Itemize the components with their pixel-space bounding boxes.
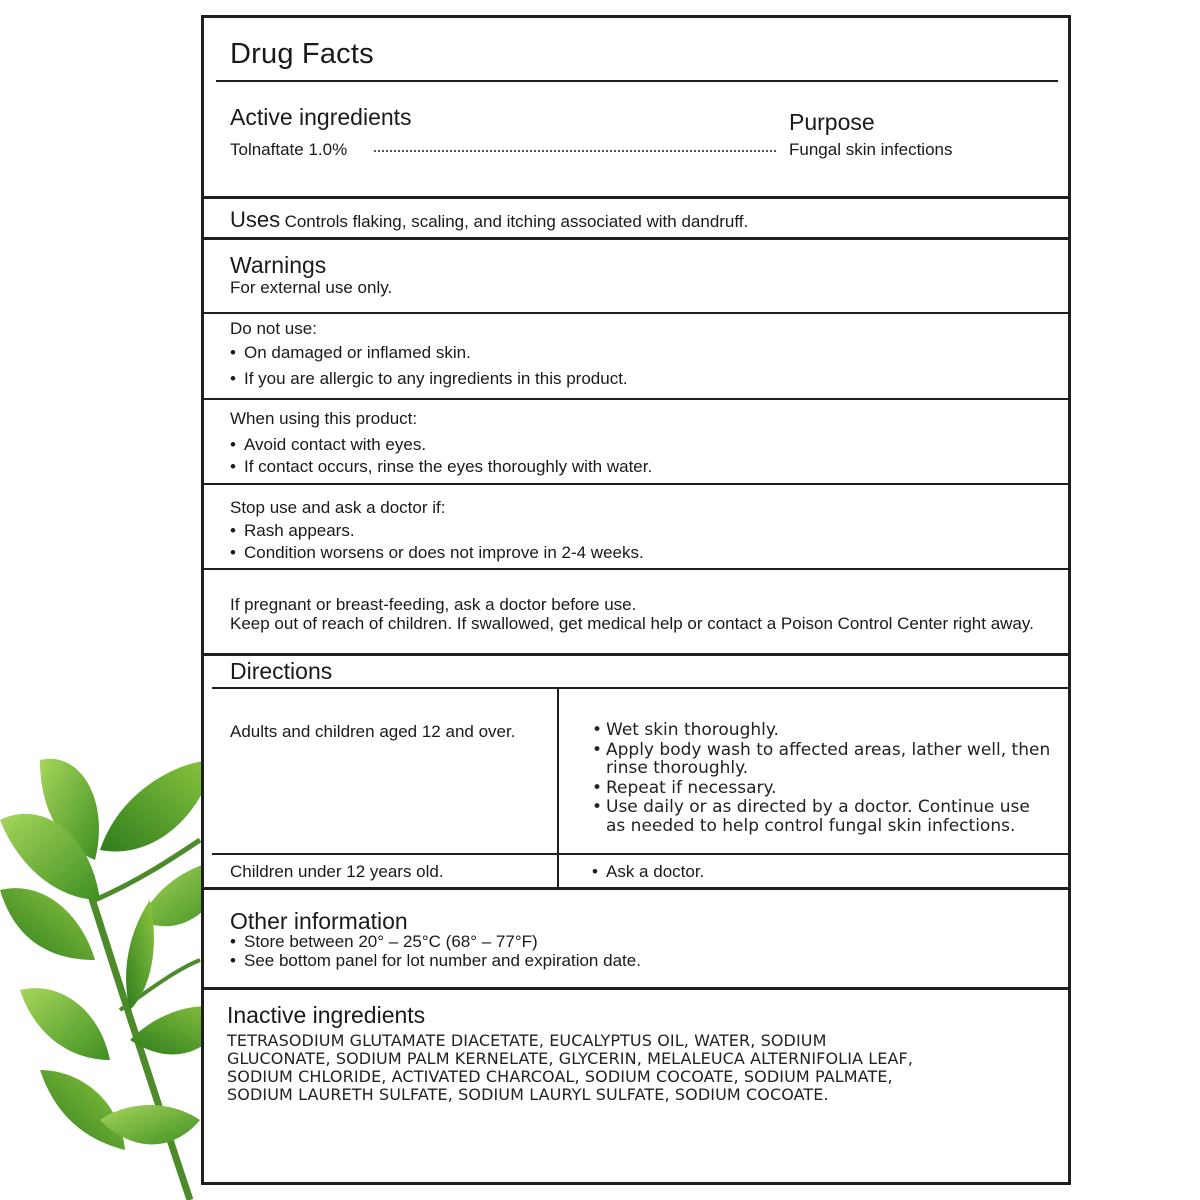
drug-facts-panel bbox=[201, 15, 1071, 1185]
list-item: • Repeat if necessary. bbox=[592, 779, 1052, 798]
directions-divider bbox=[212, 687, 1068, 689]
uses-label: Uses bbox=[230, 207, 281, 232]
do-not-use-divider bbox=[204, 398, 1068, 400]
warnings-end-divider bbox=[204, 653, 1068, 656]
active-ingredient: Tolnaftate 1.0% bbox=[230, 140, 348, 159]
other-info-divider bbox=[204, 987, 1068, 990]
list-item: • Avoid contact with eyes. bbox=[230, 434, 1030, 456]
active-ingredients-heading: Active ingredients bbox=[230, 104, 412, 130]
directions-children-list bbox=[592, 861, 1052, 883]
list-item: • Wet skin thoroughly. bbox=[592, 721, 1052, 740]
active-divider bbox=[204, 196, 1068, 199]
list-item: • Rash appears. bbox=[230, 520, 1030, 542]
directions-end-divider bbox=[204, 887, 1068, 890]
directions-row-divider bbox=[212, 853, 1068, 855]
panel-title: Drug Facts bbox=[230, 38, 374, 70]
inactive-heading: Inactive ingredients bbox=[227, 1002, 426, 1028]
directions-column-divider bbox=[557, 688, 559, 888]
uses-divider bbox=[204, 237, 1068, 240]
list-item: • Use daily or as directed by a doctor. Continue use as needed to help control fungal skin infections. bbox=[592, 798, 1052, 835]
uses-row bbox=[230, 207, 748, 233]
pregnancy-warning: If pregnant or breast-feeding, ask a doctor before use. bbox=[230, 595, 637, 614]
when-using-list bbox=[230, 434, 1030, 478]
list-item: • If contact occurs, rinse the eyes thoroughly with water. bbox=[230, 456, 1030, 478]
purpose-text: Fungal skin infections bbox=[789, 140, 953, 159]
list-item: • See bottom panel for lot number and expiration date. bbox=[230, 951, 1030, 970]
when-using-divider bbox=[204, 483, 1068, 485]
warnings-subtext: For external use only. bbox=[230, 278, 393, 297]
directions-who-adults: Adults and children aged 12 and over. bbox=[230, 722, 516, 741]
warnings-divider bbox=[204, 312, 1068, 314]
tea-leaf-branch-icon bbox=[0, 740, 230, 1200]
do-not-use-list bbox=[230, 340, 1030, 392]
children-warning: Keep out of reach of children. If swallowed, get medical help or contact a Poison Control Center right away. bbox=[230, 614, 1034, 633]
stop-use-list bbox=[230, 520, 1030, 564]
inactive-ingredients-text: TETRASODIUM GLUTAMATE DIACETATE, EUCALYPTUS OIL, WATER, SODIUM GLUCONATE, SODIUM PALM KERNELATE, GLYCERIN, MELALEUCA ALTERNIFOLIA LEAF, SODIUM CHLORIDE, ACTIVATED CHARCOAL, SODIUM COCOATE, SODIUM PALMATE, SODIUM LAURETH SULFATE, SODIUM LAURYL SULFATE, SODIUM COCOATE. bbox=[227, 1031, 914, 1104]
list-item: • On damaged or inflamed skin. bbox=[230, 340, 1030, 366]
directions-adults-list bbox=[592, 721, 1052, 836]
list-item: • Apply body wash to affected areas, lather well, then rinse thoroughly. bbox=[592, 741, 1052, 778]
purpose-heading: Purpose bbox=[789, 109, 875, 135]
warnings-heading: Warnings bbox=[230, 252, 327, 278]
title-divider bbox=[216, 80, 1058, 82]
do-not-use-heading: Do not use: bbox=[230, 319, 317, 338]
list-item: • Ask a doctor. bbox=[592, 861, 1052, 883]
stop-use-heading: Stop use and ask a doctor if: bbox=[230, 498, 446, 517]
uses-text: Controls flaking, scaling, and itching associated with dandruff. bbox=[284, 212, 749, 231]
leader-dots bbox=[374, 150, 776, 152]
directions-heading: Directions bbox=[230, 658, 333, 684]
stop-use-divider bbox=[204, 568, 1068, 570]
list-item: • Store between 20° – 25°C (68° – 77°F) bbox=[230, 932, 1030, 951]
list-item: • Condition worsens or does not improve in 2-4 weeks. bbox=[230, 542, 1030, 564]
other-info-heading: Other information bbox=[230, 908, 408, 934]
directions-who-children: Children under 12 years old. bbox=[230, 862, 444, 881]
other-info-list bbox=[230, 932, 1030, 970]
list-item: • If you are allergic to any ingredients in this product. bbox=[230, 366, 1030, 392]
when-using-heading: When using this product: bbox=[230, 409, 418, 428]
